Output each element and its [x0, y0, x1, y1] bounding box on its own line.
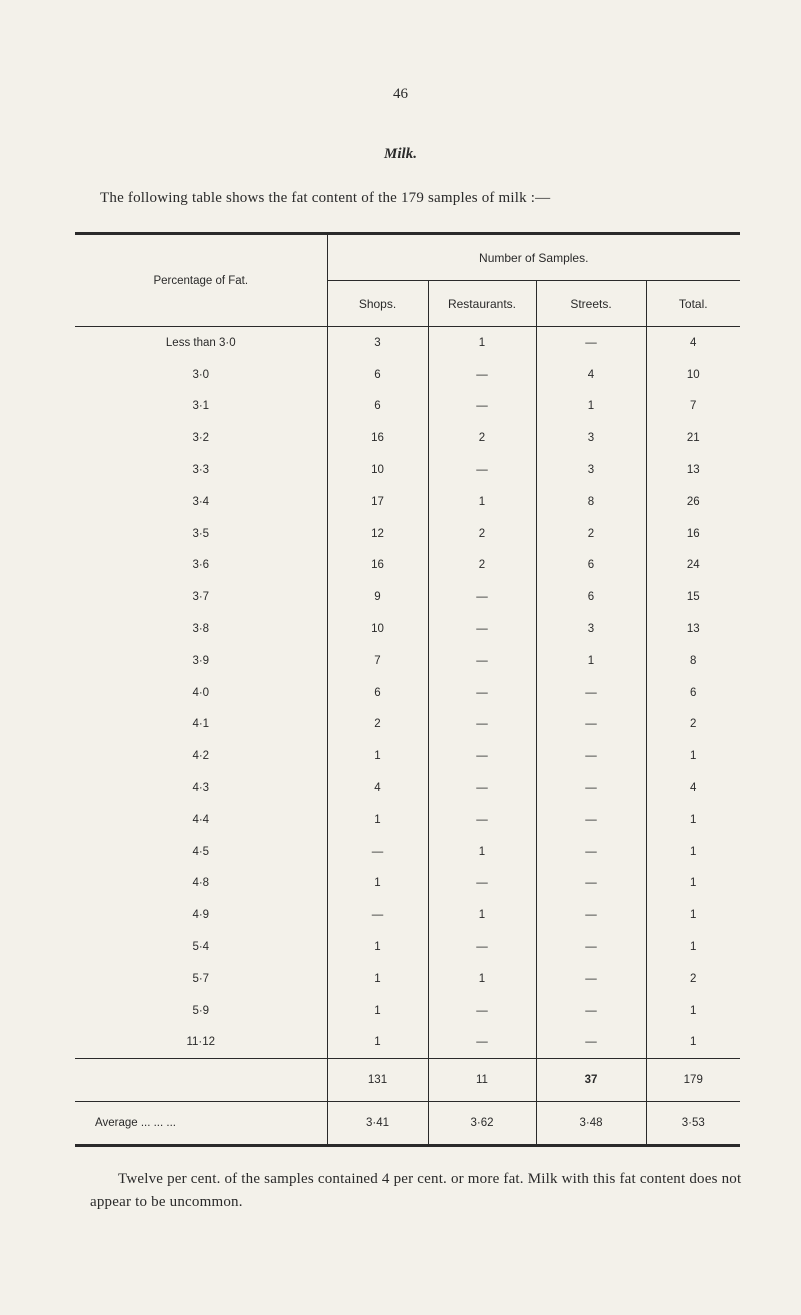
cell-restaurants: 2 [428, 550, 536, 582]
table-row [75, 995, 740, 1027]
table-row [75, 422, 740, 454]
table-row [75, 327, 740, 359]
cell-streets: — [536, 677, 646, 709]
cell-restaurants: — [428, 709, 536, 741]
cell-restaurants: — [428, 359, 536, 391]
cell-restaurants: 2 [428, 422, 536, 454]
cell-pct: 4·8 [192, 877, 210, 890]
totals-shops: 131 [327, 1059, 428, 1102]
cell-shops: 17 [327, 486, 428, 518]
cell-shops: 1 [327, 804, 428, 836]
cell-pct: 3·7 [192, 591, 210, 604]
average-row [75, 1102, 740, 1145]
cell-restaurants: — [428, 804, 536, 836]
cell-shops: 6 [327, 359, 428, 391]
cell-total: 16 [646, 518, 740, 550]
header-percentage: Percentage of Fat. [153, 274, 249, 287]
cell-restaurants: — [428, 995, 536, 1027]
cell-pct: Less than 3·0 [165, 336, 236, 349]
cell-pct: 3·4 [192, 495, 210, 508]
cell-streets: — [536, 804, 646, 836]
average-label: Average ... ... ... [75, 1102, 327, 1145]
cell-streets: 6 [536, 581, 646, 613]
table-row [75, 740, 740, 772]
cell-total: 2 [646, 963, 740, 995]
header-total: Total. [646, 281, 740, 327]
cell-restaurants: 1 [428, 963, 536, 995]
cell-streets: 1 [536, 391, 646, 423]
header-streets: Streets. [536, 281, 646, 327]
table-row [75, 486, 740, 518]
cell-streets: — [536, 327, 646, 359]
table-row [75, 645, 740, 677]
cell-total: 6 [646, 677, 740, 709]
cell-pct: 3·6 [192, 559, 210, 572]
cell-total: 24 [646, 550, 740, 582]
totals-row [75, 1059, 740, 1102]
cell-shops: — [327, 899, 428, 931]
table-bottom-rule [75, 1144, 740, 1147]
cell-total: 1 [646, 740, 740, 772]
cell-pct: 3·3 [192, 464, 210, 477]
cell-shops: 16 [327, 422, 428, 454]
cell-shops: 6 [327, 391, 428, 423]
closing-paragraph: Twelve per cent. of the samples contained 4 per cent. or more fat. Milk with this fat content does not appear to be uncommon. [90, 1171, 742, 1210]
table-row [75, 804, 740, 836]
cell-streets: — [536, 740, 646, 772]
cell-restaurants: — [428, 772, 536, 804]
cell-streets: — [536, 995, 646, 1027]
cell-pct: 4·1 [192, 718, 210, 731]
cell-total: 2 [646, 709, 740, 741]
cell-total: 26 [646, 486, 740, 518]
cell-streets: — [536, 868, 646, 900]
cell-pct: 3·8 [192, 623, 210, 636]
cell-pct: 3·0 [192, 368, 210, 381]
average-total: 3·53 [646, 1102, 740, 1145]
cell-pct: 4·3 [192, 782, 210, 795]
cell-streets: 4 [536, 359, 646, 391]
cell-pct: 4·5 [192, 845, 210, 858]
cell-pct: 5·9 [192, 1004, 210, 1017]
cell-total: 4 [646, 327, 740, 359]
cell-total: 13 [646, 613, 740, 645]
cell-pct: 11·12 [186, 1036, 216, 1049]
cell-streets: — [536, 963, 646, 995]
section-title: Milk. [384, 146, 417, 162]
header-shops: Shops. [327, 281, 428, 327]
cell-streets: 3 [536, 613, 646, 645]
intro-text: The following table shows the fat content of the 179 samples of milk :— [100, 190, 551, 206]
cell-shops: 10 [327, 613, 428, 645]
table-row [75, 391, 740, 423]
cell-total: 13 [646, 454, 740, 486]
average-shops: 3·41 [327, 1102, 428, 1145]
cell-shops: 1 [327, 740, 428, 772]
totals-restaurants: 11 [428, 1059, 536, 1102]
cell-restaurants: — [428, 677, 536, 709]
cell-restaurants: — [428, 454, 536, 486]
table-row [75, 868, 740, 900]
cell-pct: 5·4 [192, 941, 210, 954]
cell-restaurants: — [428, 645, 536, 677]
cell-shops: 2 [327, 709, 428, 741]
cell-shops: 1 [327, 995, 428, 1027]
cell-streets: — [536, 709, 646, 741]
table-row [75, 550, 740, 582]
cell-shops: 7 [327, 645, 428, 677]
cell-streets: — [536, 899, 646, 931]
cell-shops: 10 [327, 454, 428, 486]
cell-restaurants: 1 [428, 899, 536, 931]
table-row [75, 963, 740, 995]
cell-restaurants: — [428, 868, 536, 900]
cell-shops: 4 [327, 772, 428, 804]
table-row [75, 454, 740, 486]
table-row [75, 581, 740, 613]
cell-shops: 3 [327, 327, 428, 359]
cell-restaurants: — [428, 391, 536, 423]
table-row [75, 359, 740, 391]
cell-shops: — [327, 836, 428, 868]
cell-total: 15 [646, 581, 740, 613]
table-row [75, 899, 740, 931]
cell-restaurants: — [428, 581, 536, 613]
cell-restaurants: — [428, 1027, 536, 1059]
cell-pct: 4·2 [192, 750, 210, 763]
cell-pct: 4·0 [192, 686, 210, 699]
table-row [75, 836, 740, 868]
table-row [75, 518, 740, 550]
cell-restaurants: 2 [428, 518, 536, 550]
cell-pct: 4·4 [192, 813, 210, 826]
table-row [75, 772, 740, 804]
cell-total: 1 [646, 1027, 740, 1059]
table-row [75, 613, 740, 645]
cell-total: 1 [646, 995, 740, 1027]
table-row [75, 931, 740, 963]
cell-shops: 1 [327, 1027, 428, 1059]
cell-restaurants: 1 [428, 486, 536, 518]
cell-total: 1 [646, 836, 740, 868]
table-body [75, 327, 740, 1059]
cell-pct: 3·9 [192, 654, 210, 667]
table-row [75, 709, 740, 741]
cell-total: 1 [646, 804, 740, 836]
cell-shops: 1 [327, 963, 428, 995]
cell-streets: 2 [536, 518, 646, 550]
cell-pct: 3·2 [192, 432, 210, 445]
cell-pct: 3·5 [192, 527, 210, 540]
cell-total: 1 [646, 931, 740, 963]
totals-label [75, 1059, 327, 1102]
header-number-of-samples: Number of Samples. [327, 235, 740, 281]
average-streets: 3·48 [536, 1102, 646, 1145]
cell-total: 1 [646, 899, 740, 931]
cell-streets: 3 [536, 422, 646, 454]
cell-pct: 4·9 [192, 909, 210, 922]
cell-restaurants: 1 [428, 327, 536, 359]
table-row [75, 677, 740, 709]
fat-content-table [75, 232, 740, 1147]
cell-restaurants: — [428, 613, 536, 645]
cell-streets: 8 [536, 486, 646, 518]
cell-total: 8 [646, 645, 740, 677]
cell-pct: 3·1 [192, 400, 210, 413]
cell-restaurants: — [428, 931, 536, 963]
cell-restaurants: 1 [428, 836, 536, 868]
cell-shops: 6 [327, 677, 428, 709]
average-restaurants: 3·62 [428, 1102, 536, 1145]
cell-shops: 1 [327, 931, 428, 963]
cell-shops: 16 [327, 550, 428, 582]
cell-total: 21 [646, 422, 740, 454]
page-number: 46 [393, 86, 408, 102]
cell-shops: 1 [327, 868, 428, 900]
cell-streets: — [536, 772, 646, 804]
cell-total: 10 [646, 359, 740, 391]
cell-streets: 6 [536, 550, 646, 582]
totals-streets: 37 [536, 1059, 646, 1102]
cell-total: 7 [646, 391, 740, 423]
cell-streets: — [536, 836, 646, 868]
cell-shops: 12 [327, 518, 428, 550]
cell-shops: 9 [327, 581, 428, 613]
cell-pct: 5·7 [192, 972, 210, 985]
cell-streets: — [536, 1027, 646, 1059]
cell-streets: 3 [536, 454, 646, 486]
cell-restaurants: — [428, 740, 536, 772]
cell-streets: — [536, 931, 646, 963]
totals-total: 179 [646, 1059, 740, 1102]
cell-streets: 1 [536, 645, 646, 677]
table-row [75, 1027, 740, 1059]
cell-total: 4 [646, 772, 740, 804]
header-restaurants: Restaurants. [428, 281, 536, 327]
cell-total: 1 [646, 868, 740, 900]
